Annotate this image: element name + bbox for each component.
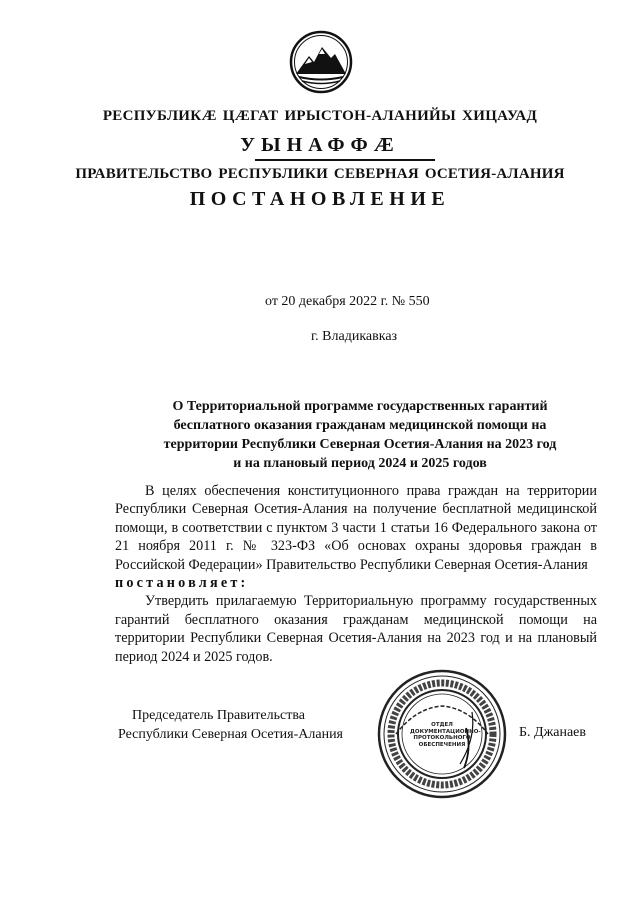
signatory-name: Б. Джанаев — [519, 725, 587, 740]
russian-decree-heading: ПОСТАНОВЛЕНИЕ — [189, 188, 451, 210]
seal-text-line: ОБЕСПЕЧЕНИЯ — [418, 741, 466, 748]
signatory-position-line: Председатель Правительства — [132, 708, 305, 723]
preamble-paragraph: В целях обеспечения конституционного права граждан на территории Республики Северная Осетия-Алания на получение бесплатной медицинской помощи, в соответствии с пунктом 3 части 1 статьи 16 Федерального закона от 21 ноября 2011 г. № 323-ФЗ «Об основах охраны здоровья граждан в Российской Федерации» Правительство Республики Северная Осетия-Алания — [115, 483, 597, 573]
seal-text-line: ПРОТОКОЛЬНОГО — [413, 735, 471, 742]
decree-title-line: и на плановый период 2024 и 2025 годов — [233, 456, 487, 471]
seal-text — [410, 722, 481, 748]
decree-title-line: территории Республики Северная Осетия-Алания на 2023 год — [163, 437, 557, 452]
decree-title — [140, 397, 580, 473]
decree-city: г. Владикавказ — [311, 329, 398, 344]
ossetian-org-heading: РЕСПУБЛИКӔ ЦӔГАТ ИРЫСТОН-АЛАНИЙЫ ХИЦАУАД — [102, 108, 538, 124]
ossetian-decree-heading: УЫНАФФӔ — [240, 134, 400, 156]
decree-date-number: от 20 декабря 2022 г. № 550 — [265, 294, 430, 309]
mountain-emblem-icon — [289, 30, 353, 94]
heading-divider — [255, 159, 435, 161]
russian-org-heading: ПРАВИТЕЛЬСТВО РЕСПУБЛИКИ СЕВЕРНАЯ ОСЕТИЯ-АЛАНИЯ — [75, 166, 565, 182]
seal-text-line: ОТДЕЛ — [431, 722, 453, 728]
signatory-position — [118, 706, 343, 744]
seal-text-line: ДОКУМЕНТАЦИОННО- — [410, 728, 481, 735]
decree-body — [115, 482, 597, 666]
decree-title-line: О Территориальной программе государственных гарантий — [172, 399, 548, 414]
approval-paragraph: Утвердить прилагаемую Территориальную программу государственных гарантий бесплатного оказания гражданам медицинской помощи на территории Республики Северная Осетия-Алания на 2023 год и на плановый период 2024 и 2025 годов. — [115, 593, 597, 665]
decree-title-line: бесплатного оказания гражданам медицинской помощи на — [173, 418, 547, 433]
resolves-word: постановляет: — [115, 575, 249, 592]
signatory-position-line: Республики Северная Осетия-Алания — [118, 727, 343, 742]
